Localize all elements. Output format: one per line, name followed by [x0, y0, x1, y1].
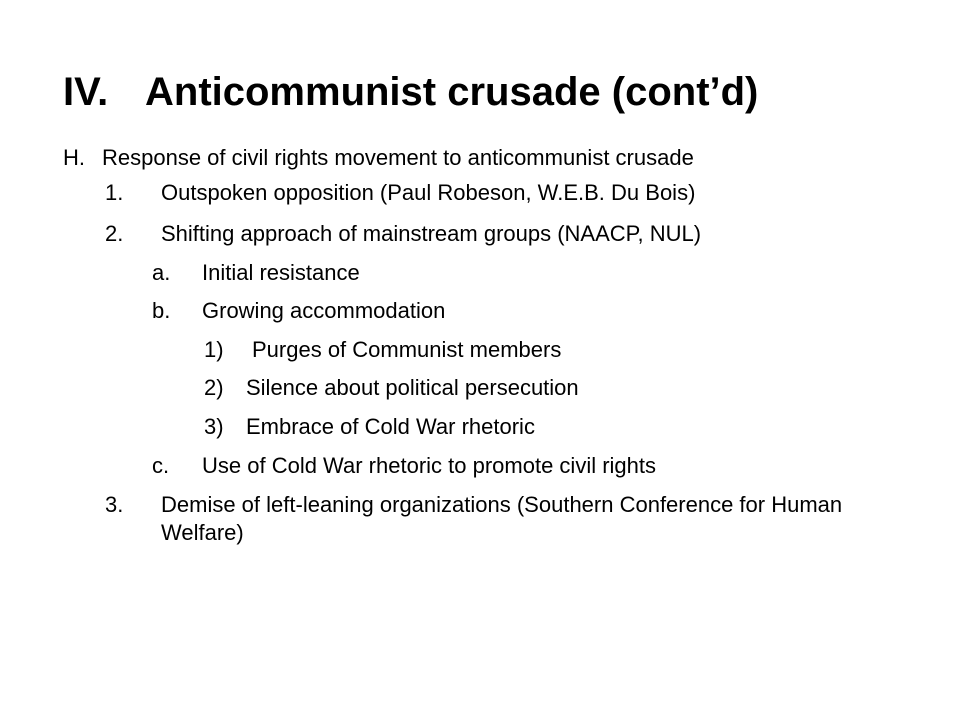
- item-text: Initial resistance: [202, 260, 360, 285]
- item-marker: 2): [204, 375, 224, 400]
- heading-text: Response of civil rights movement to anticommunist crusade: [102, 145, 694, 170]
- title-number: IV.: [63, 70, 109, 114]
- item-text: Demise of left-leaning organizations (Southern Conference for Human Welfare): [161, 492, 843, 545]
- item-marker: 1.: [105, 180, 124, 205]
- heading-marker: H.: [63, 145, 85, 170]
- item-marker: a.: [152, 260, 171, 285]
- item-text: Use of Cold War rhetoric to promote civil rights: [202, 453, 656, 478]
- item-marker: 3): [204, 414, 224, 439]
- title-text: Anticommunist crusade (cont’d): [145, 70, 759, 114]
- item-text: Outspoken opposition (Paul Robeson, W.E.B. Du Bois): [161, 180, 696, 205]
- item-marker: b.: [152, 298, 171, 323]
- item-marker: c.: [152, 453, 170, 478]
- item-text: Purges of Communist members: [252, 337, 562, 362]
- slide-title: [63, 68, 758, 116]
- item-text: Silence about political persecution: [246, 375, 579, 400]
- item-marker: 2.: [105, 221, 124, 246]
- item-marker: 1): [204, 337, 224, 362]
- item-text: Growing accommodation: [202, 298, 446, 323]
- item-text: Embrace of Cold War rhetoric: [246, 414, 535, 439]
- item-marker: 3.: [105, 492, 124, 517]
- item-text: Shifting approach of mainstream groups (NAACP, NUL): [161, 221, 702, 246]
